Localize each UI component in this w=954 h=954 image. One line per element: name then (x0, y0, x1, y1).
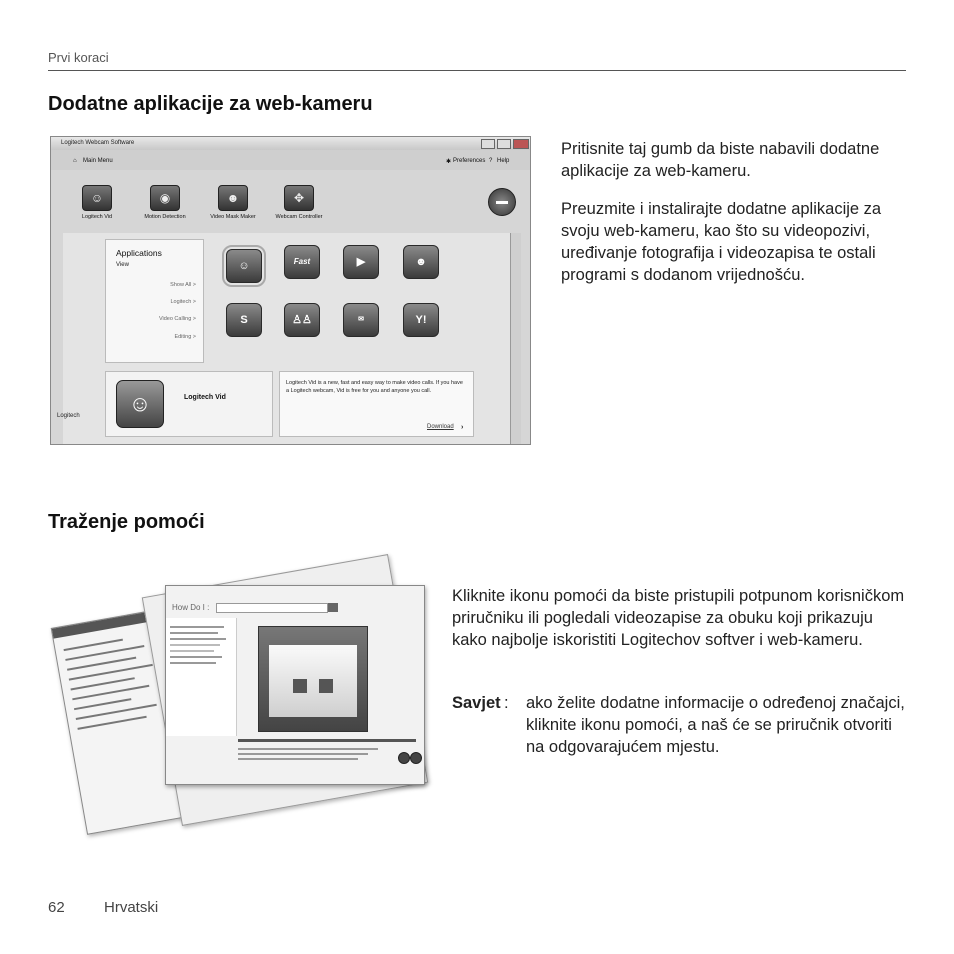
view-label: View (116, 262, 129, 268)
how-do-i-label: How Do I : (172, 603, 210, 612)
logitech-logo: Logitech (57, 413, 80, 419)
gear-icon: ✱ (446, 159, 452, 165)
tile-skype[interactable]: S (226, 303, 262, 337)
contact-thumbnail (293, 679, 307, 693)
addons-paragraph-1: Pritisnite taj gumb da biste nabavili dodatne aplikacije za web-kameru. (561, 140, 880, 180)
help-topic-list (166, 618, 237, 736)
home-icon: ⌂ (73, 158, 77, 164)
filter-logitech[interactable]: Logitech > (170, 299, 196, 305)
motion-detection-icon: ◉ (150, 185, 180, 211)
tile-masks[interactable]: ☻ (403, 245, 439, 279)
tile-yahoo[interactable]: Y! (403, 303, 439, 337)
app-label: Webcam Controller (275, 214, 323, 220)
help-icon: ? (489, 158, 493, 164)
tile-people[interactable]: ♙♙ (284, 303, 320, 337)
page-number: 62 (48, 899, 65, 916)
window-titlebar (51, 137, 530, 150)
main-menu-link[interactable]: Main Menu (83, 158, 113, 164)
help-paragraph: Kliknite ikonu pomoći da biste pristupili potpunom korisničkom priručniku ili pogledali videozapise za obuku koji prikazuju kako najbolje iskoristiti Logitechov softver i web-kameru. (452, 587, 905, 649)
filter-show-all[interactable]: Show All > (170, 282, 196, 288)
mask-icon: ☻ (218, 185, 248, 211)
next-button[interactable] (410, 752, 422, 764)
download-link[interactable]: Download (427, 424, 454, 430)
app-label: Logitech Vid (81, 214, 113, 220)
preferences-link[interactable]: Preferences (453, 158, 486, 164)
screenshot-webcam-software (50, 136, 531, 445)
tile-camera[interactable]: ▶ (343, 245, 379, 279)
running-head: Prvi koraci (48, 50, 109, 65)
tutorial-caption-text (238, 746, 388, 760)
vid-icon: ☺ (82, 185, 112, 211)
app-webcam-controller[interactable] (269, 185, 329, 220)
selected-app-description: Logitech Vid is a new, fast and easy way to make video calls. If you have a Logitech webcam, Vid is free for you and anyone you call. (286, 380, 463, 394)
app-label: Motion Detection (144, 214, 186, 220)
close-button[interactable] (513, 139, 529, 149)
tip-colon: : (504, 694, 509, 712)
app-video-mask-maker[interactable] (203, 185, 263, 220)
tutorial-video-frame[interactable] (258, 626, 368, 732)
minimize-button[interactable] (481, 139, 495, 149)
tip-body: ako želite dodatne informacije o određenoj značajci, kliknite ikonu pomoći, a naš će se priručnik otvoriti na odgovarajućem mjestu. (526, 694, 905, 756)
selected-app-description-card (279, 371, 474, 437)
screenshot-help-windows (60, 560, 430, 830)
video-progress-bar[interactable] (238, 739, 416, 742)
chevron-right-icon: › (461, 424, 464, 431)
tip-label: Savjet (452, 694, 501, 712)
applications-filter-box (105, 239, 204, 363)
filter-video-calling[interactable]: Video Calling > (158, 316, 196, 322)
tile-mail[interactable]: ✉ (343, 303, 379, 337)
applications-heading: Applications (116, 248, 162, 258)
window-title: Logitech Webcam Software (61, 140, 135, 146)
section-title-addons: Dodatne aplikacije za web-kameru (48, 93, 373, 115)
language-label: Hrvatski (104, 899, 159, 916)
tile-fast[interactable]: Fast (284, 245, 320, 279)
app-label: Video Mask Maker (210, 214, 256, 220)
help-topic-select[interactable] (216, 603, 328, 613)
app-logitech-vid[interactable] (67, 185, 127, 220)
addons-paragraph-2: Preuzmite i instalirajte dodatne aplikacije za svoju web-kameru, kao što su videopozivi, uređivanje fotografija i videozapisa te ostali programi s dodanom vrijednošću. (561, 200, 882, 284)
menu-bar (51, 150, 530, 170)
filter-editing[interactable]: Editing > (174, 334, 196, 340)
tile-logitech-vid[interactable]: ☺ (226, 249, 262, 283)
scrollbar[interactable] (510, 233, 521, 444)
get-more-apps-button[interactable] (488, 188, 516, 216)
header-rule (48, 70, 906, 71)
app-motion-detection[interactable] (135, 185, 195, 220)
section-title-help: Traženje pomoći (48, 511, 205, 533)
controller-icon: ✥ (284, 185, 314, 211)
selected-app-card (105, 371, 273, 437)
help-link[interactable]: Help (497, 158, 510, 164)
previous-button[interactable] (398, 752, 410, 764)
contact-thumbnail (319, 679, 333, 693)
help-tutorial-window (165, 585, 425, 785)
vid-large-icon: ☺ (116, 380, 164, 428)
maximize-button[interactable] (497, 139, 511, 149)
help-go-button[interactable] (328, 603, 338, 612)
selected-app-name: Logitech Vid (184, 394, 226, 401)
